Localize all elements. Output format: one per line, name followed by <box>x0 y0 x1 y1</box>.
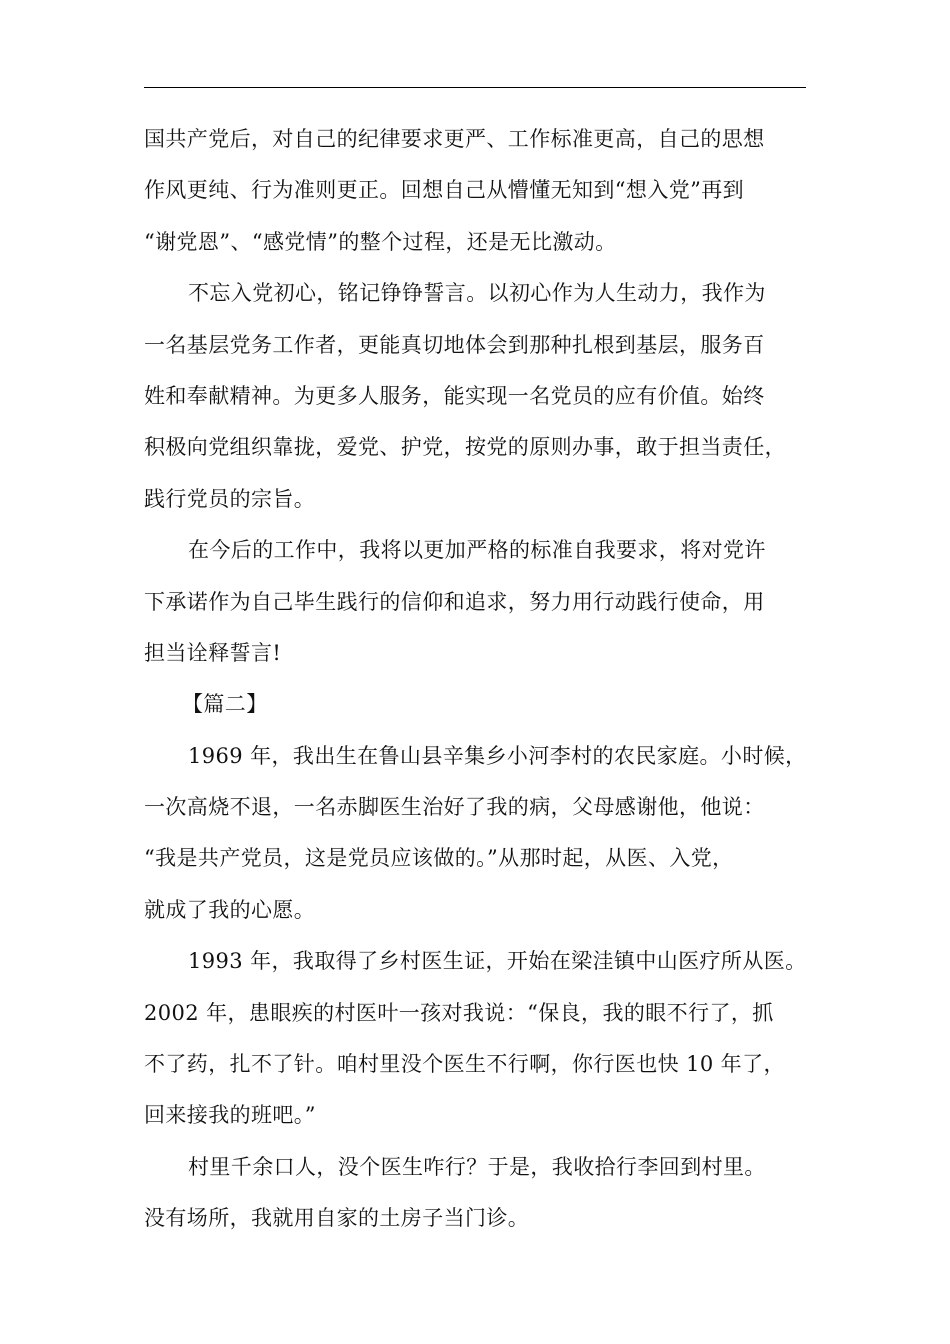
text-line: 下承诺作为自己毕生践行的信仰和追求，努力用行动践行使命，用 <box>144 589 765 614</box>
text-line: 2002 年，患眼疾的村医叶一孩对我说：“保良，我的眼不行了，抓 <box>144 1000 774 1025</box>
text-line: 一次高烧不退，一名赤脚医生治好了我的病，父母感谢他，他说： <box>144 795 765 820</box>
text-line: 践行党员的宗旨。 <box>144 486 316 511</box>
text-line: 积极向党组织靠拢，爱党、护党，按党的原则办事，敢于担当责任， <box>144 435 786 460</box>
section-heading: 【篇二】 <box>182 692 268 717</box>
text-line: “我是共产党员，这是党员应该做的。”从那时起，从医、入党， <box>144 846 734 871</box>
body-text <box>144 114 812 1245</box>
text-line: 姓和奉献精神。为更多人服务，能实现一名党员的应有价值。始终 <box>144 383 765 408</box>
text-line: 国共产党后，对自己的纪律要求更严、工作标准更高，自己的思想 <box>144 127 765 151</box>
text-line: 回来接我的班吧。” <box>144 1103 316 1128</box>
text-line: 就成了我的心愿。 <box>144 897 316 922</box>
text-line: 一名基层党务工作者，更能真切地体会到那种扎根到基层，服务百 <box>144 332 765 357</box>
paragraph-start-line: 村里千余口人，没个医生咋行？于是，我收拾行李回到村里。 <box>188 1154 766 1179</box>
text-line: 没有场所，我就用自家的土房子当门诊。 <box>144 1206 530 1231</box>
paragraph-start-line: 1969 年，我出生在鲁山县辛集乡小河李村的农民家庭。小时候， <box>188 743 807 768</box>
paragraph-start-line: 1993 年，我取得了乡村医生证，开始在梁洼镇中山医疗所从医。 <box>188 949 807 974</box>
paragraph-start-line: 不忘入党初心，铭记铮铮誓言。以初心作为人生动力，我作为 <box>188 281 766 306</box>
header-rule <box>144 87 806 88</box>
text-line: 不了药，扎不了针。咱村里没个医生不行啊，你行医也快 10 年了， <box>144 1052 785 1077</box>
text-line: “谢党恩”、“感党情”的整个过程，还是无比激动。 <box>144 229 617 254</box>
text-line: 担当诠释誓言! <box>144 640 282 665</box>
text-line: 作风更纯、行为准则更正。回想自己从懵懂无知到“想入党”再到 <box>144 178 745 203</box>
paragraph-start-line: 在今后的工作中，我将以更加严格的标准自我要求，将对党许 <box>188 538 766 563</box>
